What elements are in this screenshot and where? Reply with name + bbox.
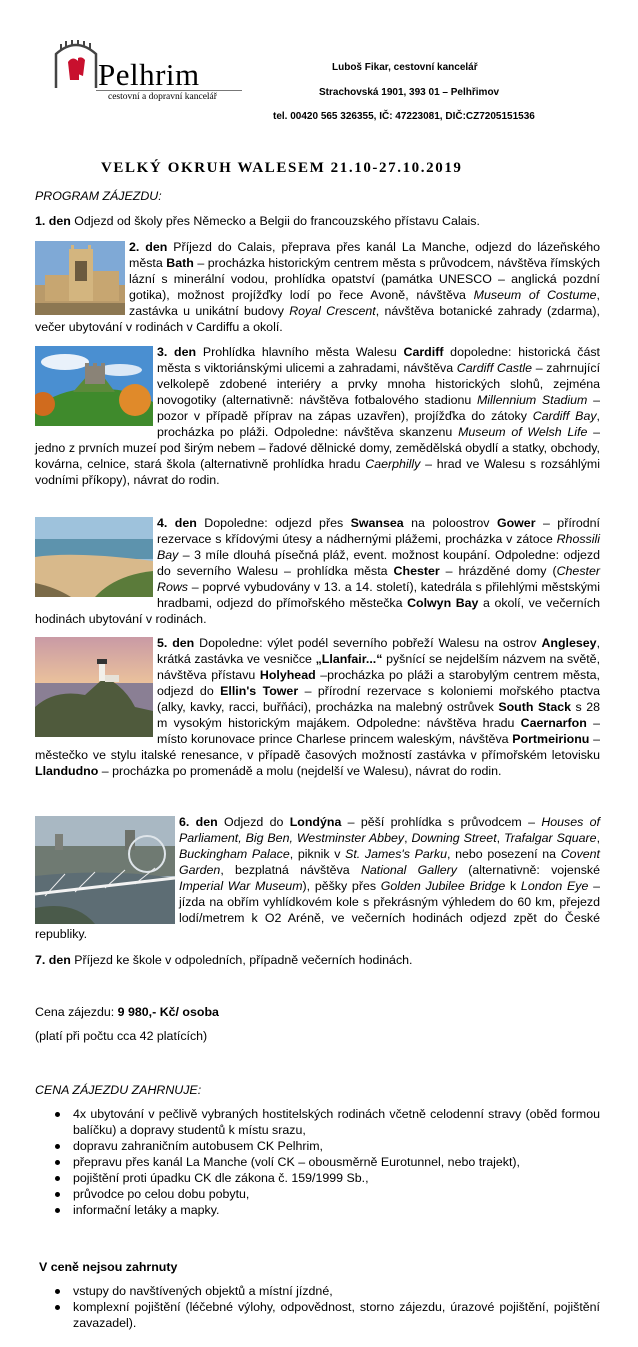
day-label: 1. den [35,214,71,228]
bullet-icon [55,1289,60,1294]
list-item: pojištění proti úpadku CK dle zákona č. 159/1999 Sb., [35,1170,600,1186]
price-note: (platí při počtu cca 42 platících) [35,1029,208,1043]
list-item: 4x ubytování v pečlivě vybraných hostitelských rodinách včetně celodenní stravy (oběd formou balíčku) a dopravy studentů k místu srazu, [35,1106,600,1138]
bullet-icon [55,1160,60,1165]
day-label: 7. den [35,953,71,967]
day-label: 4. den [157,516,197,530]
excludes-title: V ceně nejsou zahrnuty [39,1260,178,1274]
list-item: dopravu zahraničním autobusem CK Pelhrim, [35,1138,600,1154]
london-thames-photo [35,816,175,924]
day-text: Prohlídka hlavního města Walesu Cardiff dopoledne: historická část města s viktoriánskými ulicemi a zahradami, návštěva Cardiff Castle – zahrnující velkolepě zdobené interiéry a prvky mnoha historických slohů, zejména novogotiky (alternativně: návštěva fotbalového stadionu Millennium Stadium – pozor v případě příprav na zápas uzavřen), projížďka do zátoky Cardiff Bay, procházka po pláži. Odpoledne: návštěva skanzenu Museum of Welsh Life – jedno z prvních muzeí pod širým nebem – řadové dělnické domy, zemědělská obydlí a statky, obchody, kovárna, celnice, stará škola (alternativně prohlídka hradu Caerphilly – hrad ve Walesu s rozsáhlými vodními příkopy), návrat do rodin. [35,345,601,487]
excludes-list [35,1283,600,1331]
castle-gate-icon [52,40,100,90]
list-item: vstupy do navštívených objektů a místní jízdné, [35,1283,600,1299]
day-text: Dopoledne: odjezd přes Swansea na poloostrov Gower – přírodní rezervace s křídovými útesy a nádhernými plážemi, procházka v zátoce Rhossili Bay – 3 míle dlouhá písečná pláž, event. možnost koupání. Odpoledne: odjezd do severního Walesu – prohlídka města Chester – hrázděné domy (Chester Rows – poprvé vybudovány v 13. a 14. století), katedrála s přilehlými městskými hradbami, odjezd do přímořského městečka Colwyn Bay a okolí, ve večerních hodinách ubytování v rodinách. [35,516,600,626]
price-prefix: Cena zájezdu: [35,1005,118,1019]
day-text: Příjezd do Calais, přeprava přes kanál La Manche, odjezd do lázeňského města Bath – procházka historickým centrem města s průvodcem, návštěva římských lázní s minerální vodou, prohlídka opatství (památka UNESCO – anglická pozdní gotika), možnost projížďky lodí po řece Avoně, návštěva Museum of Costume, zastávka u unikátní budovy Royal Crescent, návštěva botanické zahrady (zdarma), večer ubytování v rodinách v Cardiffu a okolí. [35,240,601,334]
day-text: Příjezd ke škole v odpoledních, případně večerních hodinách. [74,953,413,967]
bullet-icon [55,1176,60,1181]
price-amount: 9 980,- Kč/ osoba [117,1005,219,1019]
list-item: informační letáky a mapky. [35,1202,600,1218]
list-item: komplexní pojištění (léčebné výlohy, odpovědnost, storno zájezdu, úrazové pojištění, pojištění zavazadel). [35,1299,600,1331]
day-3 [35,344,600,488]
program-label: PROGRAM ZÁJEZDU: [35,189,162,203]
day-text: Odjezd od školy přes Německo a Belgii do francouzského přístavu Calais. [74,214,480,228]
agency-contact: tel. 00420 565 326355, IČ: 47223081, DIČ:CZ7205151536 [273,111,535,122]
day-6 [35,814,600,942]
bullet-icon [55,1208,60,1213]
list-item: průvodce po celou dobu pobytu, [35,1186,600,1202]
cardiff-castle-photo [35,346,153,426]
bullet-icon [55,1144,60,1149]
day-label: 2. den [129,240,168,254]
day-label: 5. den [157,636,195,650]
bullet-icon [55,1192,60,1197]
company-logo [52,40,242,105]
bullet-icon [55,1305,60,1310]
day-4 [35,515,600,627]
agency-name: Luboš Fikar, cestovní kancelář [332,62,478,73]
south-stack-photo [35,637,153,737]
logo-rule [96,90,242,91]
includes-title: CENA ZÁJEZDU ZAHRNUJE: [35,1083,202,1097]
price [35,1004,219,1020]
logo-tagline: cestovní a dopravní kancelář [108,92,217,102]
page-title: VELKÝ OKRUH WALESEM 21.10-27.10.2019 [101,160,463,176]
day-text: Dopoledne: výlet podél severního pobřeží Walesu na ostrov Anglesey, krátká zastávka ve vesničce „Llanfair...“ pyšnící se nejdelším názvem na světě, návštěva přístavu Holyhead –procházka po pláži a starobylým centrem města, odjezd do Ellin's Tower – přírodní rezervace s koloniemi mořského ptactva (alky, kavky, racci, buřňáci), procházka na malebný ostrůvek South Stack s 28 m vysokým historickým majákem. Odpoledne: návštěva hradu Caernarfon – místo korunovace prince Charlese princem waleským, návštěva Portmeirionu – městečko ve stylu italské renesance, v případě časových možností zastávka v přímořském letovisku Llandudno – procházka po promenádě a molu (nejdelší ve Walesu), návrat do rodin. [35,636,601,778]
day-5 [35,635,600,779]
agency-address: Strachovská 1901, 393 01 – Pelhřimov [319,87,500,98]
includes-list [35,1106,600,1218]
day-2 [35,239,600,335]
day-1 [35,213,600,229]
bath-abbey-photo [35,241,125,315]
day-label: 3. den [157,345,197,359]
bullet-icon [55,1112,60,1117]
day-text: Odjezd do Londýna – pěší prohlídka s průvodcem – Houses of Parliament, Big Ben, Westminster Abbey, Downing Street, Trafalgar Square, Buckingham Palace, piknik v St. James's Parku, nebo posezení na Covent Garden, bezplatná návštěva National Gallery (alternativně: vojenské Imperial War Museum), pěšky přes Golden Jubilee Bridge k London Eye – jízda na obřím vyhlídkovém kole s překrásným výhledem do 60 km, přejezd lodí/metrem k O2 Aréně, ve večerních hodinách odjezd zpět do České republiky. [35,815,601,941]
day-label: 6. den [179,815,218,829]
list-item: přepravu přes kanál La Manche (volí CK – obousměrně Eurotunnel, nebo trajekt), [35,1154,600,1170]
day-7 [35,952,600,968]
rhossili-bay-photo [35,517,153,597]
logo-brand: Pelhrim [98,57,200,92]
